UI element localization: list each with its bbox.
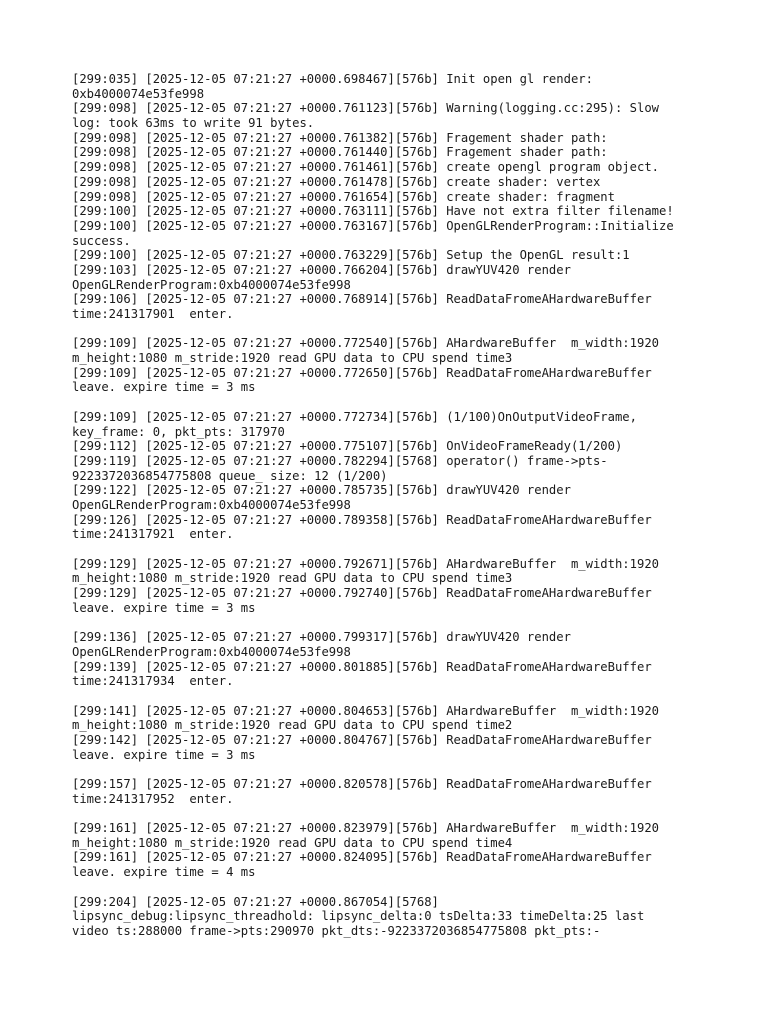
log-line: 9223372036854775808 queue_ size: 12 (1/200) <box>72 468 388 483</box>
log-line: [299:161] [2025-12-05 07:21:27 +0000.823979][576b] AHardwareBuffer m_width:1920 <box>72 821 659 836</box>
log-line: leave. expire time = 4 ms <box>72 865 256 880</box>
blank-line <box>72 880 702 895</box>
log-line: [299:129] [2025-12-05 07:21:27 +0000.792740][576b] ReadDataFromeAHardwareBuffer <box>72 586 652 601</box>
log-line: m_height:1080 m_stride:1920 read GPU data to CPU spend time4 <box>72 835 513 850</box>
log-line: success. <box>72 233 131 248</box>
log-line: m_height:1080 m_stride:1920 read GPU data to CPU spend time2 <box>72 718 513 733</box>
log-line: [299:098] [2025-12-05 07:21:27 +0000.761478][576b] create shader: vertex <box>72 174 601 189</box>
log-line: [299:098] [2025-12-05 07:21:27 +0000.761461][576b] create opengl program object. <box>72 160 659 175</box>
log-line: [299:035] [2025-12-05 07:21:27 +0000.698467][576b] Init open gl render: <box>72 72 593 86</box>
blank-line <box>72 806 702 821</box>
log-line: [299:122] [2025-12-05 07:21:27 +0000.785735][576b] drawYUV420 render <box>72 483 571 498</box>
log-line: OpenGLRenderProgram:0xb4000074e53fe998 <box>72 277 351 292</box>
log-line: [299:136] [2025-12-05 07:21:27 +0000.799317][576b] drawYUV420 render <box>72 630 571 645</box>
log-line: [299:139] [2025-12-05 07:21:27 +0000.801885][576b] ReadDataFromeAHardwareBuffer <box>72 659 652 674</box>
log-line: [299:106] [2025-12-05 07:21:27 +0000.768914][576b] ReadDataFromeAHardwareBuffer <box>72 292 652 307</box>
log-line: leave. expire time = 3 ms <box>72 747 256 762</box>
log-line: [299:119] [2025-12-05 07:21:27 +0000.782294][5768] operator() frame->pts- <box>72 453 608 468</box>
blank-line <box>72 689 702 704</box>
log-line: [299:109] [2025-12-05 07:21:27 +0000.772734][576b] (1/100)OnOutputVideoFrame, <box>72 409 637 424</box>
log-line: key_frame: 0, pkt_pts: 317970 <box>72 424 285 439</box>
log-document <box>72 72 702 939</box>
log-line: [299:109] [2025-12-05 07:21:27 +0000.772650][576b] ReadDataFromeAHardwareBuffer <box>72 365 652 380</box>
blank-line <box>72 322 702 337</box>
log-line: lipsync_debug:lipsync_threadhold: lipsync_delta:0 tsDelta:33 timeDelta:25 last <box>72 909 645 924</box>
log-line: [299:100] [2025-12-05 07:21:27 +0000.763229][576b] Setup the OpenGL result:1 <box>72 248 630 263</box>
blank-line <box>72 395 702 410</box>
log-line: leave. expire time = 3 ms <box>72 380 256 395</box>
log-line: [299:141] [2025-12-05 07:21:27 +0000.804653][576b] AHardwareBuffer m_width:1920 <box>72 703 659 718</box>
log-line: [299:126] [2025-12-05 07:21:27 +0000.789358][576b] ReadDataFromeAHardwareBuffer <box>72 512 652 527</box>
log-line: [299:100] [2025-12-05 07:21:27 +0000.763111][576b] Have not extra filter filename! <box>72 204 674 219</box>
log-line: time:241317901 enter. <box>72 307 234 321</box>
log-line: [299:204] [2025-12-05 07:21:27 +0000.867054][5768] <box>72 894 439 909</box>
log-line: [299:098] [2025-12-05 07:21:27 +0000.761654][576b] create shader: fragment <box>72 189 615 204</box>
log-line: log: took 63ms to write 91 bytes. <box>72 116 315 131</box>
log-line: [299:161] [2025-12-05 07:21:27 +0000.824095][576b] ReadDataFromeAHardwareBuffer <box>72 850 652 865</box>
log-line: leave. expire time = 3 ms <box>72 600 256 615</box>
log-line: [299:109] [2025-12-05 07:21:27 +0000.772540][576b] AHardwareBuffer m_width:1920 <box>72 336 659 351</box>
log-line: [299:098] [2025-12-05 07:21:27 +0000.761123][576b] Warning(logging.cc:295): Slow <box>72 101 659 116</box>
log-line: [299:103] [2025-12-05 07:21:27 +0000.766204][576b] drawYUV420 render <box>72 262 571 277</box>
log-line: [299:112] [2025-12-05 07:21:27 +0000.775107][576b] OnVideoFrameReady(1/200) <box>72 439 623 454</box>
log-line: [299:098] [2025-12-05 07:21:27 +0000.761440][576b] Fragement shader path: <box>72 145 608 160</box>
log-line: [299:142] [2025-12-05 07:21:27 +0000.804767][576b] ReadDataFromeAHardwareBuffer <box>72 732 652 747</box>
log-line: video ts:288000 frame->pts:290970 pkt_dts:-9223372036854775808 pkt_pts:- <box>72 923 601 938</box>
log-line: time:241317952 enter. <box>72 791 234 806</box>
log-line: [299:100] [2025-12-05 07:21:27 +0000.763167][576b] OpenGLRenderProgram::Initialize <box>72 218 674 233</box>
log-line: [299:157] [2025-12-05 07:21:27 +0000.820578][576b] ReadDataFromeAHardwareBuffer <box>72 777 652 791</box>
log-line: 0xb4000074e53fe998 <box>72 86 205 101</box>
log-line: OpenGLRenderProgram:0xb4000074e53fe998 <box>72 644 351 659</box>
log-line: [299:098] [2025-12-05 07:21:27 +0000.761382][576b] Fragement shader path: <box>72 130 608 145</box>
log-line: m_height:1080 m_stride:1920 read GPU data to CPU spend time3 <box>72 351 513 366</box>
log-line: [299:129] [2025-12-05 07:21:27 +0000.792671][576b] AHardwareBuffer m_width:1920 <box>72 556 659 571</box>
blank-line <box>72 615 702 630</box>
log-line: OpenGLRenderProgram:0xb4000074e53fe998 <box>72 497 351 512</box>
log-line: m_height:1080 m_stride:1920 read GPU data to CPU spend time3 <box>72 571 513 586</box>
log-line: time:241317921 enter. <box>72 527 234 542</box>
blank-line <box>72 542 702 557</box>
log-line: time:241317934 enter. <box>72 674 234 689</box>
blank-line <box>72 762 702 777</box>
